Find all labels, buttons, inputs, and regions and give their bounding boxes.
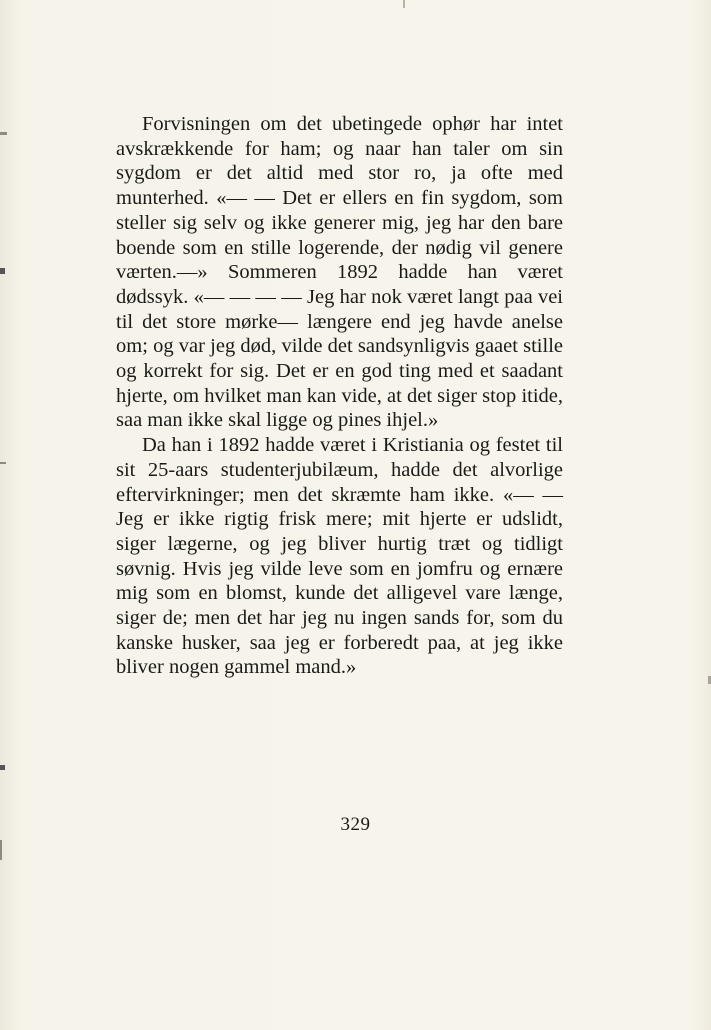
paragraph-2: Da han i 1892 hadde været i Kristiania og festet til sit 25-aars studenterjubilæum, hadde det alvorlige eftervirkninger; men det skræmte ham ikke. «— — Jeg er ikke rigtig frisk mere; mit hjerte er udslidt, siger lægerne, og jeg bliver hurtig træt og tidligt søvnig. Hvis jeg vilde leve som en jomfru og ernære mig som en blomst, kunde det alligevel vare længe, siger de; men det har jeg nu ingen sands for, som du kanske husker, saa jeg er forberedt paa, at jeg ikke bliver nogen gammel mand.» xyxy=(116,434,563,679)
margin-mark xyxy=(0,132,7,135)
paragraph-1: Forvisningen om det ubetingede ophør har intet avskrækkende for ham; og naar han taler om sin sygdom er det altid med stor ro, ja ofte med munterhed. «— — Det er ellers en fin sygdom, som steller sig selv og ikke generer mig, jeg har den bare boende som en stille logerende, der nødig vil genere værten.—» Sommeren 1892 hadde han været dødssyk. «— — — — Jeg har nok været langt paa vei til det store mørke— længere end jeg havde anelse om; og var jeg død, vilde det sandsynligvis gaaet stille og korrekt for sig. Det er en god ting med et saadant hjerte, om hvilket man kan vide, at det siger stop itide, saa man ikke skal ligge og pines ihjel.» xyxy=(116,113,563,432)
margin-mark xyxy=(0,840,2,860)
margin-mark xyxy=(0,462,6,464)
body-text xyxy=(116,112,563,680)
page-number: 329 xyxy=(340,814,371,835)
margin-mark xyxy=(0,268,5,274)
margin-mark xyxy=(0,765,5,770)
top-edge-mark xyxy=(403,0,405,8)
